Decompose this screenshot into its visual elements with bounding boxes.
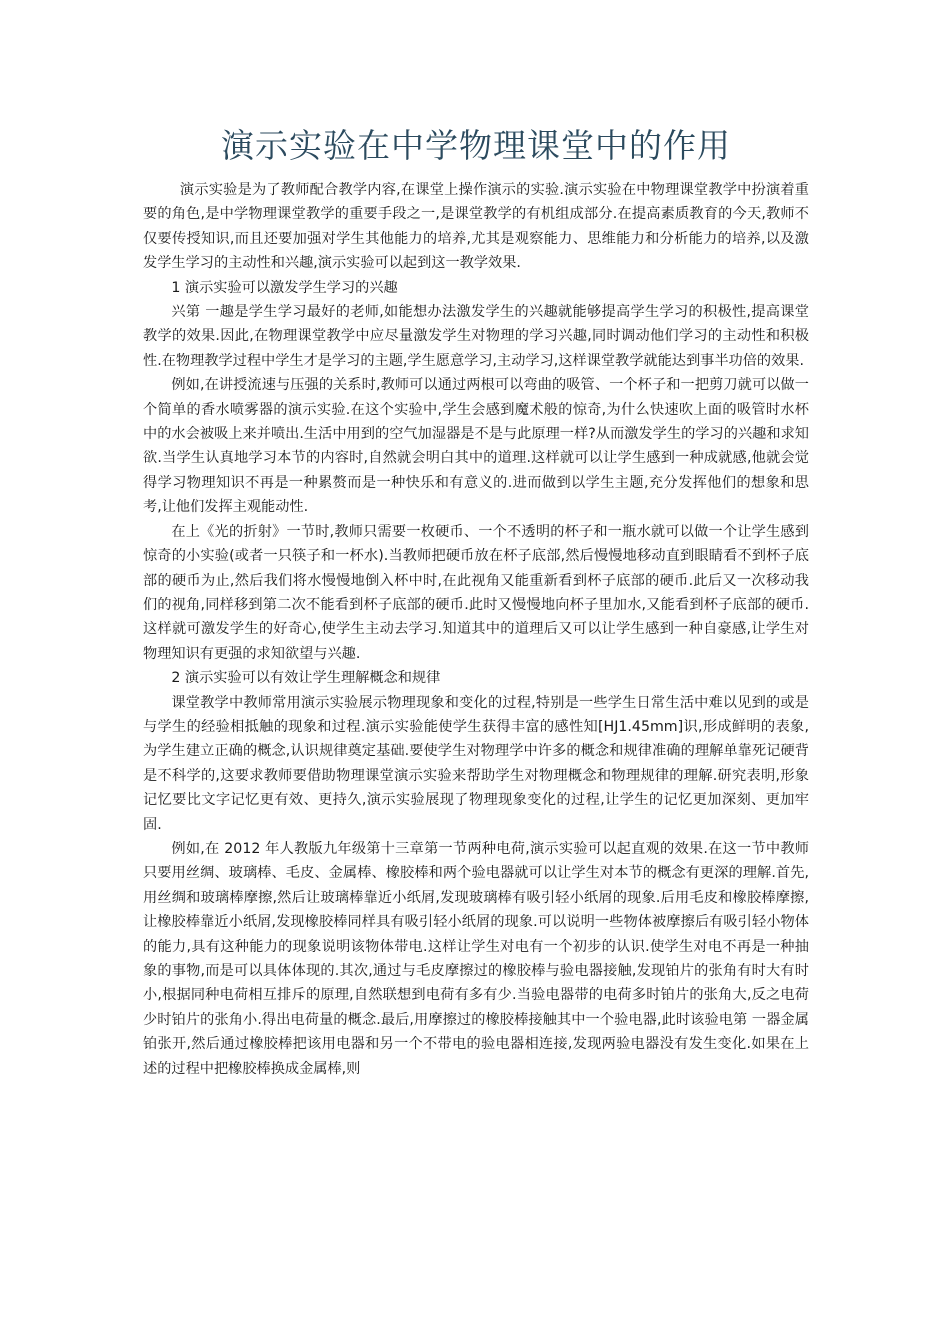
paragraph-interest: 兴第 一趣是学生学习最好的老师,如能想办法激发学生的兴趣就能够提高学生学习的积极性,提高课堂教学的效果.因此,在物理课堂教学中应尽量激发学生对物理的学习兴趣,同时调动他们学习的主动性和积极性.在物理教学过程中学生才是学习的主题,学生愿意学习,主动学习,这样课堂教学就能达到事半功倍的效果. [143, 304, 809, 369]
document-page [143, 118, 809, 1081]
section-heading-2: 2 演示实验可以有效让学生理解概念和规律 [171, 670, 441, 687]
paragraph-example-pressure: 例如,在讲授流速与压强的关系时,教师可以通过两根可以弯曲的吸管、一个杯子和一把剪刀就可以做一个简单的香水喷雾器的演示实验.在这个实验中,学生会感到魔术般的惊奇,为什么快速吹上面的吸管时水杯中的水会被吸上来并喷出.生活中用到的空气加湿器是不是与此原理一样?从而激发学生的学习的兴趣和求知欲.当学生认真地学习本节的内容时,自然就会明白其中的道理.这样就可以让学生感到一种成就感,他就会觉得学习物理知识不再是一种累赘而是一种快乐和有意义的.进而做到以学生主题,充分发挥他们的想象和思考,让他们发挥主观能动性. [143, 377, 809, 516]
paragraph-concepts: 课堂教学中教师常用演示实验展示物理现象和变化的过程,特别是一些学生日常生活中难以见到的或是与学生的经验相抵触的现象和过程.演示实验能使学生获得丰富的感性知[HJ1.45mm]识,形成鲜明的表象,为学生建立正确的概念,认识规律奠定基础.要使学生对物理学中许多的概念和规律准确的理解单靠死记硬背是不科学的,这要求教师要借助物理课堂演示实验来帮助学生对物理概念和物理规律的理解.研究表明,形象记忆要比文字记忆更有效、更持久,演示实验展现了物理现象变化的过程,让学生的记忆更加深刻、更加牢固. [143, 694, 809, 833]
page-title: 演示实验在中学物理课堂中的作用 [221, 126, 731, 165]
paragraph-example-refraction: 在上《光的折射》一节时,教师只需要一枚硬币、一个不透明的杯子和一瓶水就可以做一个让学生感到惊奇的小实验(或者一只筷子和一杯水).当教师把硬币放在杯子底部,然后慢慢地移动直到眼睛看不到杯子底部的硬币为止,然后我们将水慢慢地倒入杯中时,在此视角又能重新看到杯子底部的硬币.此后又一次移动我们的视角,同样移到第二次不能看到杯子底部的硬币.此时又慢慢地向杯子里加水,又能看到杯子底部的硬币.这样就可激发学生的好奇心,使学生主动去学习.知道其中的道理后又可以让学生感到一种自豪感,让学生对物理知识有更强的求知欲望与兴趣. [143, 523, 809, 662]
paragraph-intro: 演示实验是为了教师配合教学内容,在课堂上操作演示的实验.演示实验在中物理课堂教学中扮演着重要的角色,是中学物理课堂教学的重要手段之一,是课堂教学的有机组成部分.在提高素质教育的今天,教师不仅要传授知识,而且还要加强对学生其他能力的培养,尤其是观察能力、思维能力和分析能力的培养,以及激发学生学习的主动性和兴趣,演示实验可以起到这一教学效果. [143, 182, 809, 272]
section-heading-1: 1 演示实验可以激发学生学习的兴趣 [171, 279, 398, 296]
paragraph-example-charges: 例如,在 2012 年人教版九年级第十三章第一节两种电荷,演示实验可以起直观的效果.在这一节中教师只要用丝绸、玻璃棒、毛皮、金属棒、橡胶棒和两个验电器就可以让学生对本节的概念有更深的理解.首先,用丝绸和玻璃棒摩擦,然后让玻璃棒靠近小纸屑,发现玻璃棒有吸引轻小纸屑的现象.后用毛皮和橡胶棒摩擦,让橡胶棒靠近小纸屑,发现橡胶棒同样具有吸引轻小纸屑的现象.可以说明一些物体被摩擦后有吸引轻小物体的能力,具有这种能力的现象说明该物体带电.这样让学生对电有一个初步的认识.使学生对电不再是一种抽象的事物,而是可以具体体现的.其次,通过与毛皮摩擦过的橡胶棒与验电器接触,发现铂片的张角有时大有时小,根据同种电荷相互排斥的原理,自然联想到电荷有多有少.当验电器带的电荷多时铂片的张角大,反之电荷少时铂片的张角小.得出电荷量的概念.最后,用摩擦过的橡胶棒接触其中一个验电器,此时该验电第 一器金属铂张开,然后通过橡胶棒把该用电器和另一个不带电的验电器相连接,发现两验电器没有发生变化.如果在上述的过程中把橡胶棒换成金属棒,则 [143, 840, 809, 1077]
